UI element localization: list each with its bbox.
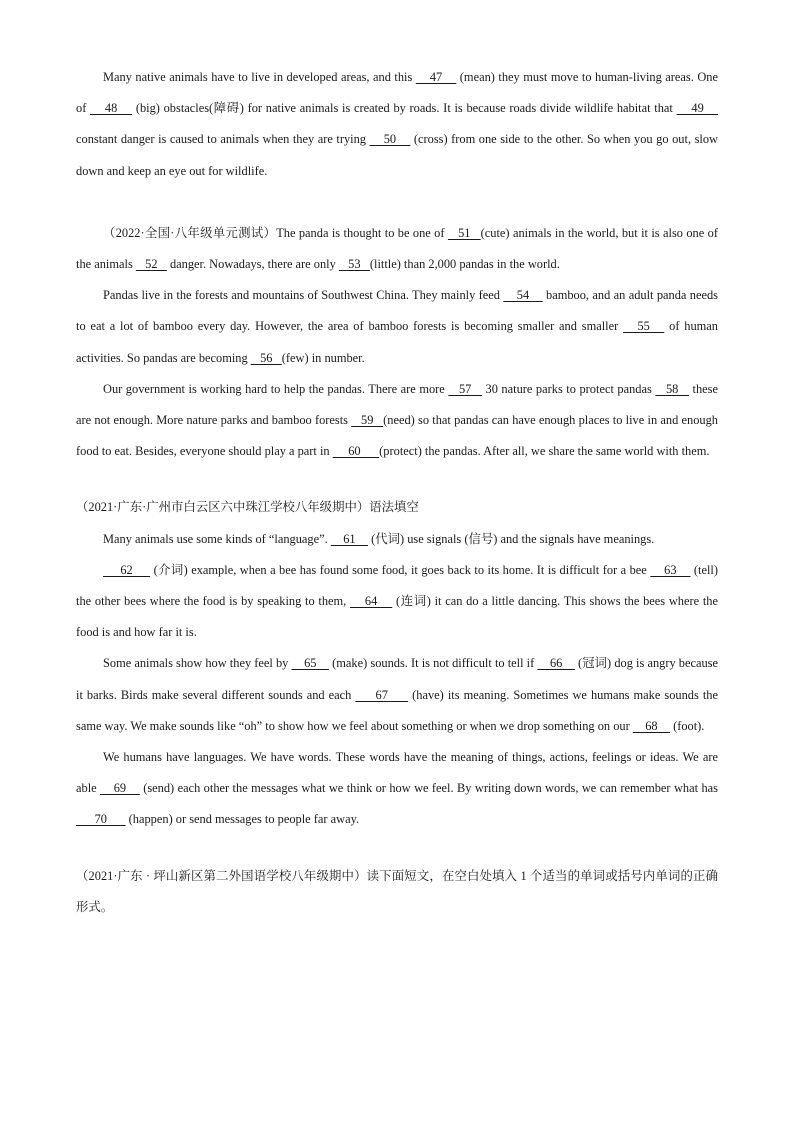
source-label: （2021·广东 · 坪山新区第二外国语学校八年级期中）读下面短文，在空白处填入 1 个适当的单词或括号内单词的正确形式。 — [76, 868, 718, 914]
answer-blank: 69 — [100, 781, 140, 796]
text-run: (need) so that pandas can have enough places to live in and enough food to eat. Besides, everyone should play a part in — [76, 413, 719, 459]
answer-blank: 61 — [330, 531, 368, 546]
paragraph — [76, 742, 718, 836]
answer-blank: 56 — [250, 350, 282, 365]
text-run: (连词) it can do a little dancing. This shows the bees where the food is and how far it is. — [76, 594, 718, 640]
paragraph — [76, 218, 718, 280]
source-label: （2022·全国·八年级单元测试） — [103, 225, 277, 240]
paragraph — [76, 62, 718, 187]
answer-blank: 64 — [349, 594, 393, 609]
text-run: (few) in number. — [281, 350, 365, 365]
text-run: (send) each other the messages what we think or how we feel. By writing down words, we can remember what has — [139, 781, 718, 796]
document-page — [76, 62, 718, 923]
text-run: (have) its meaning. Sometimes we humans make sounds the same way. We make sounds like “oh” to show how we feel about something or when we drop something on our — [76, 687, 718, 733]
text-run: We humans have languages. We have words. These words have the meaning of things, actions, feelings or ideas. We are able — [76, 750, 718, 796]
answer-blank: 54 — [503, 288, 543, 303]
section-passage-3 — [76, 492, 718, 835]
answer-blank: 58 — [655, 381, 689, 396]
text-run: Pandas live in the forests and mountains of Southwest China. They mainly feed — [103, 288, 504, 303]
section-passage-1 — [76, 62, 718, 187]
text-run: (cute) animals in the world, but it is also one of the animals — [76, 225, 718, 272]
paragraph — [76, 524, 718, 555]
text-run: (mean) they must move to human-living areas. One of — [76, 70, 719, 116]
paragraph — [76, 280, 718, 374]
answer-blank: 55 — [623, 319, 665, 334]
text-run: (代词) use signals (信号) and the signals have meanings. — [367, 531, 655, 546]
answer-blank: 50 — [369, 132, 411, 147]
text-run: (介词) example, when a bee has found some food, it goes back to its home. It is difficult for a bee — [150, 562, 651, 577]
text-run: (protect) the pandas. After all, we share the same world with them. — [379, 444, 710, 459]
text-run: of human activities. So pandas are becoming — [76, 319, 718, 365]
text-run: 30 nature parks to protect pandas — [481, 381, 656, 396]
paragraph — [76, 648, 718, 742]
answer-blank: 57 — [448, 381, 482, 396]
text-run: danger. Nowadays, there are only — [166, 257, 339, 272]
text-run: Many native animals have to live in developed areas, and this — [103, 70, 416, 84]
text-run: The panda is thought to be one of — [276, 225, 448, 240]
text-run: bamboo, and an adult panda needs to eat a lot of bamboo every day. However, the area of bamboo forests is becoming smaller and smaller — [76, 288, 718, 334]
answer-blank: 53 — [338, 257, 370, 272]
answer-blank: 65 — [291, 656, 330, 671]
text-run: (big) obstacles(障碍) for native animals is created by roads. It is because roads divide wildlife habitat that — [132, 101, 677, 116]
section-passage-4 — [76, 861, 718, 923]
answer-blank: 63 — [650, 562, 691, 577]
text-run: (make) sounds. It is not difficult to tell if — [329, 656, 538, 671]
answer-blank: 60 — [332, 444, 380, 459]
paragraph — [76, 555, 718, 649]
source-label: （2021·广东·广州市白云区六中珠江学校八年级期中）语法填空 — [76, 500, 419, 515]
answer-blank: 47 — [415, 70, 457, 84]
text-run: (tell) the other bees where the food is by speaking to them, — [76, 562, 719, 609]
answer-blank: 67 — [355, 687, 409, 702]
paragraph — [76, 374, 718, 468]
section-passage-2 — [76, 218, 718, 468]
answer-blank: 66 — [537, 656, 575, 671]
text-run: Many animals use some kinds of “language”. — [103, 531, 331, 546]
text-run: (little) than 2,000 pandas in the world. — [369, 257, 560, 272]
answer-blank: 48 — [90, 101, 133, 116]
text-run: constant danger is caused to animals when they are trying — [76, 132, 370, 147]
answer-blank: 62 — [103, 562, 151, 577]
answer-blank: 59 — [351, 413, 384, 428]
answer-blank: 52 — [135, 257, 167, 272]
answer-blank: 68 — [632, 718, 670, 733]
answer-blank: 70 — [76, 812, 126, 827]
text-run: (foot). — [669, 718, 705, 733]
text-run: these are not enough. More nature parks and bamboo forests — [76, 381, 718, 428]
text-run: (冠词) dog is angry because it barks. Birds make several different sounds and each — [76, 656, 719, 702]
answer-blank: 51 — [447, 225, 481, 240]
text-run: Some animals show how they feel by — [103, 656, 292, 671]
text-run: (cross) from one side to the other. So when you go out, slow down and keep an eye out for wildlife. — [76, 132, 719, 178]
answer-blank: 49 — [676, 101, 719, 116]
text-run: (happen) or send messages to people far away. — [125, 812, 360, 827]
text-run: Our government is working hard to help the pandas. There are more — [103, 381, 449, 396]
